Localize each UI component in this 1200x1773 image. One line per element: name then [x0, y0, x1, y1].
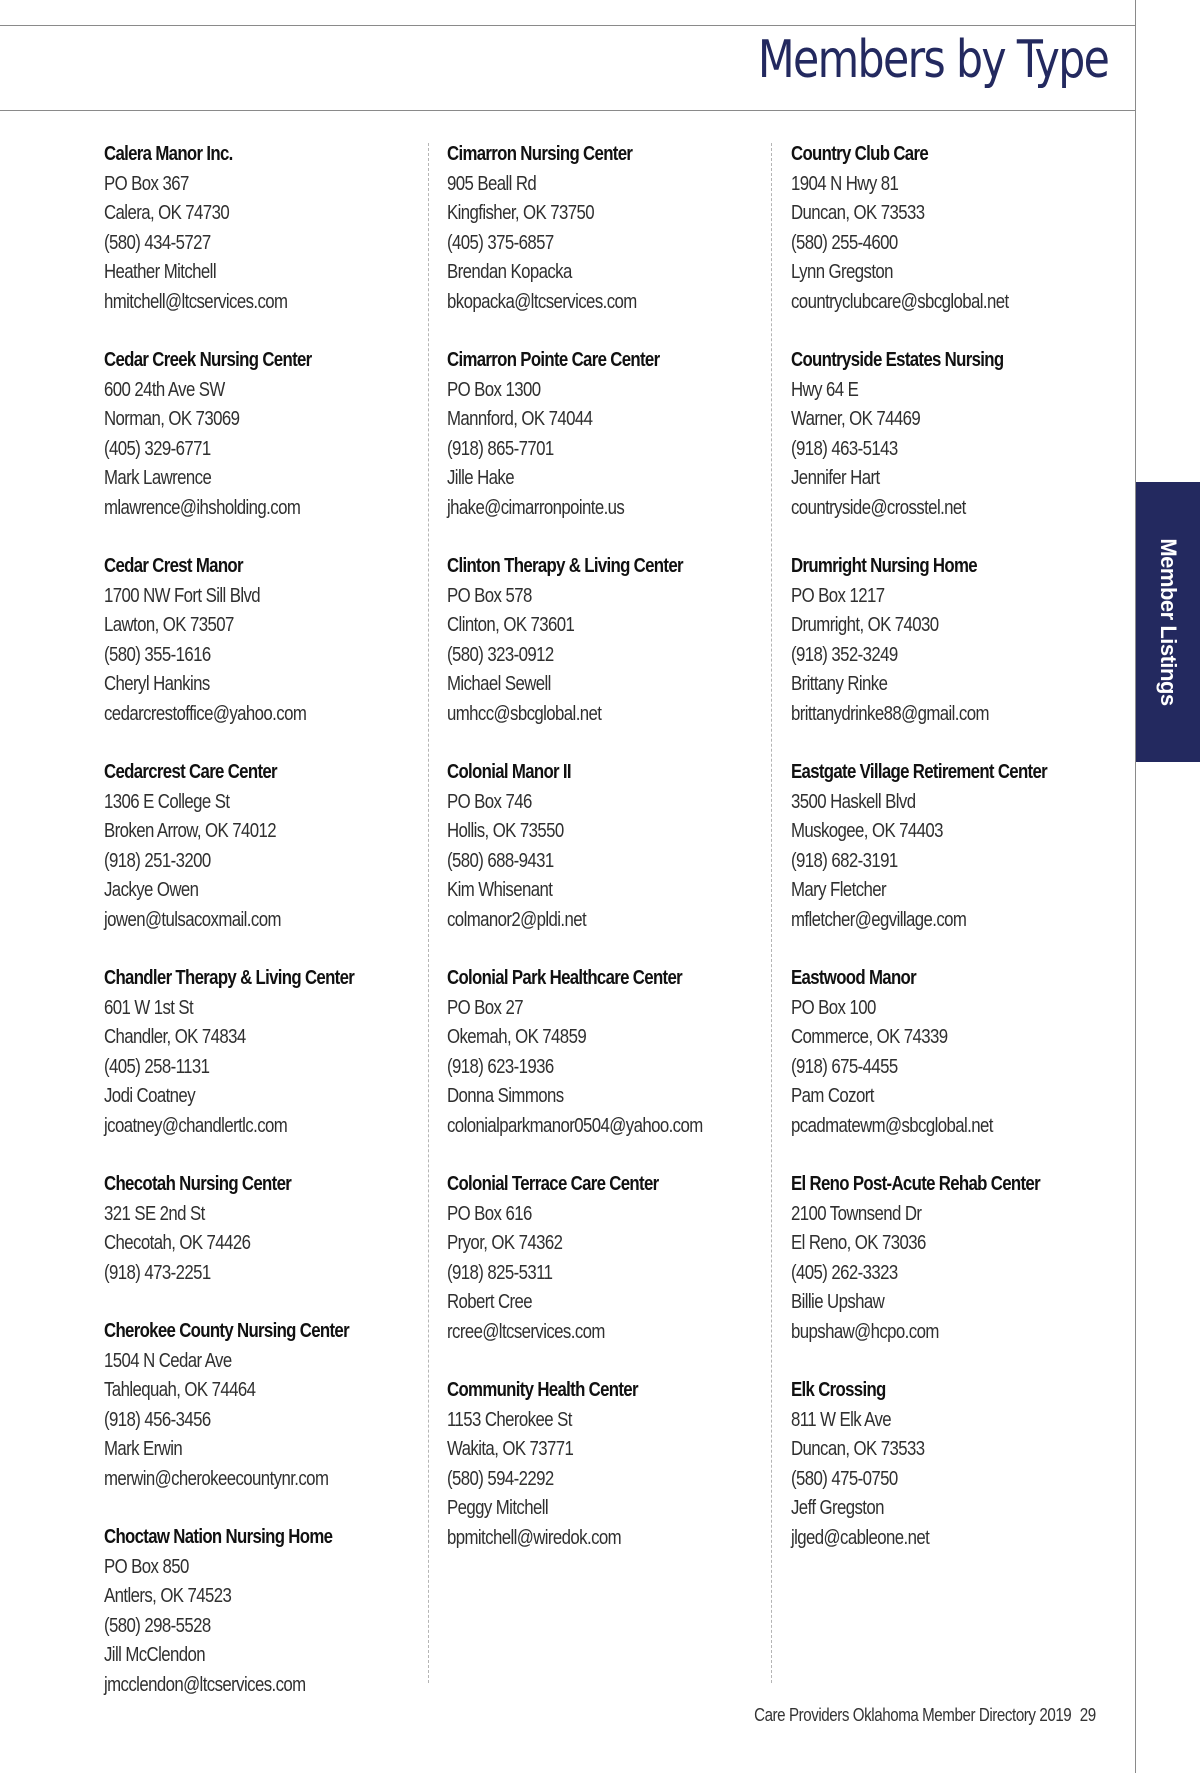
member-name: Chandler Therapy & Living Center — [104, 967, 355, 989]
member-city: Calera, OK 74730 — [104, 202, 230, 224]
member-contact: Jackye Owen — [104, 879, 199, 901]
member-email[interactable]: pcadmatewm@sbcglobal.net — [791, 1114, 993, 1137]
member-entry — [104, 1523, 424, 1700]
member-contact: Kim Whisenant — [447, 879, 553, 901]
member-column-1 — [104, 140, 424, 1729]
member-city: Warner, OK 74469 — [791, 408, 921, 430]
member-city: Tahlequah, OK 74464 — [104, 1379, 256, 1401]
member-name: Checotah Nursing Center — [104, 1173, 292, 1195]
member-email[interactable]: mfletcher@egvillage.com — [791, 908, 967, 931]
member-email[interactable]: brittanydrinke88@gmail.com — [791, 702, 989, 725]
member-city: Drumright, OK 74030 — [791, 614, 939, 636]
member-contact: Lynn Gregston — [791, 261, 893, 283]
member-entry — [791, 964, 1111, 1141]
member-name: Cedar Creek Nursing Center — [104, 349, 312, 371]
member-name: Cimarron Pointe Care Center — [447, 349, 660, 371]
member-name: Cimarron Nursing Center — [447, 143, 633, 165]
member-phone: (918) 251-3200 — [104, 849, 211, 872]
member-contact: Donna Simmons — [447, 1085, 564, 1107]
member-email[interactable]: jhake@cimarronpointe.us — [447, 496, 625, 519]
member-name: Countryside Estates Nursing — [791, 349, 1004, 371]
member-contact: Robert Cree — [447, 1291, 533, 1313]
member-phone: (580) 255-4600 — [791, 231, 898, 254]
member-email[interactable]: jcoatney@chandlertlc.com — [104, 1114, 288, 1137]
member-entry — [791, 140, 1111, 317]
member-email[interactable]: umhcc@sbcglobal.net — [447, 702, 602, 725]
member-contact: Peggy Mitchell — [447, 1497, 549, 1519]
member-contact: Jodi Coatney — [104, 1085, 196, 1107]
member-address: PO Box 850 — [104, 1555, 189, 1578]
member-name: Elk Crossing — [791, 1379, 886, 1401]
member-name: Clinton Therapy & Living Center — [447, 555, 683, 577]
member-address: PO Box 1300 — [447, 378, 541, 401]
member-email[interactable]: merwin@cherokeecountynr.com — [104, 1467, 329, 1490]
member-contact: Pam Cozort — [791, 1085, 874, 1107]
side-tab-label: Member Listings — [1156, 538, 1181, 706]
member-phone: (580) 688-9431 — [447, 849, 554, 872]
member-address: 2100 Townsend Dr — [791, 1202, 922, 1225]
member-contact: Billie Upshaw — [791, 1291, 885, 1313]
member-address: PO Box 27 — [447, 996, 523, 1019]
member-column-2 — [447, 140, 767, 1582]
member-contact: Jeff Gregston — [791, 1497, 884, 1519]
member-address: PO Box 1217 — [791, 584, 885, 607]
member-name: Community Health Center — [447, 1379, 638, 1401]
member-entry — [447, 346, 767, 523]
member-entry — [104, 758, 424, 935]
member-city: Clinton, OK 73601 — [447, 614, 575, 636]
member-phone: (580) 475-0750 — [791, 1467, 898, 1490]
member-phone: (580) 323-0912 — [447, 643, 554, 666]
member-phone: (918) 865-7701 — [447, 437, 554, 460]
member-phone: (918) 473-2251 — [104, 1261, 211, 1284]
member-email[interactable]: mlawrence@ihsholding.com — [104, 496, 301, 519]
member-address: Hwy 64 E — [791, 378, 859, 401]
member-address: 1904 N Hwy 81 — [791, 172, 899, 195]
member-address: PO Box 578 — [447, 584, 532, 607]
member-name: Colonial Manor II — [447, 761, 571, 783]
member-phone: (580) 594-2292 — [447, 1467, 554, 1490]
member-entry — [447, 1170, 767, 1347]
member-city: Mannford, OK 74044 — [447, 408, 593, 430]
member-phone: (580) 298-5528 — [104, 1614, 211, 1637]
member-entry — [791, 1376, 1111, 1553]
member-phone: (918) 463-5143 — [791, 437, 898, 460]
member-entry — [104, 140, 424, 317]
member-entry — [104, 552, 424, 729]
member-name: Cherokee County Nursing Center — [104, 1320, 349, 1342]
member-city: El Reno, OK 73036 — [791, 1232, 926, 1254]
member-contact: Cheryl Hankins — [104, 673, 210, 695]
member-address: PO Box 616 — [447, 1202, 532, 1225]
member-address: 3500 Haskell Blvd — [791, 790, 916, 813]
member-city: Okemah, OK 74859 — [447, 1026, 587, 1048]
member-contact: Heather Mitchell — [104, 261, 216, 283]
member-phone: (918) 456-3456 — [104, 1408, 211, 1431]
member-phone: (580) 355-1616 — [104, 643, 211, 666]
member-name: El Reno Post-Acute Rehab Center — [791, 1173, 1040, 1195]
header-rule — [0, 110, 1136, 111]
member-phone: (918) 825-5311 — [447, 1261, 553, 1284]
member-address: 321 SE 2nd St — [104, 1202, 205, 1225]
member-email[interactable]: jlged@cableone.net — [791, 1526, 930, 1549]
page-number: 29 — [1080, 1705, 1096, 1725]
member-address: 1306 E College St — [104, 790, 230, 813]
right-margin-rule — [1135, 0, 1136, 1773]
member-entry — [447, 964, 767, 1141]
member-entry — [791, 758, 1111, 935]
member-email[interactable]: jowen@tulsacoxmail.com — [104, 908, 281, 931]
member-phone: (405) 375-6857 — [447, 231, 554, 254]
member-entry — [104, 346, 424, 523]
member-address: PO Box 746 — [447, 790, 532, 813]
member-phone: (918) 682-3191 — [791, 849, 898, 872]
page-footer — [0, 1705, 1096, 1726]
member-city: Duncan, OK 73533 — [791, 1438, 925, 1460]
member-address: 1504 N Cedar Ave — [104, 1349, 232, 1372]
column-divider — [428, 143, 429, 1683]
member-phone: (918) 352-3249 — [791, 643, 898, 666]
member-city: Chandler, OK 74834 — [104, 1026, 246, 1048]
member-address: 1700 NW Fort Sill Blvd — [104, 584, 261, 607]
member-city: Norman, OK 73069 — [104, 408, 240, 430]
member-email[interactable]: bpmitchell@wiredok.com — [447, 1526, 622, 1549]
member-entry — [791, 346, 1111, 523]
member-address: PO Box 367 — [104, 172, 189, 195]
member-phone: (405) 329-6771 — [104, 437, 211, 460]
member-email[interactable]: colmanor2@pldi.net — [447, 908, 587, 931]
member-address: 905 Beall Rd — [447, 172, 537, 195]
member-email[interactable]: bupshaw@hcpo.com — [791, 1320, 939, 1343]
member-column-3 — [791, 140, 1111, 1582]
member-name: Drumright Nursing Home — [791, 555, 977, 577]
member-phone: (580) 434-5727 — [104, 231, 211, 254]
member-contact: Jennifer Hart — [791, 467, 880, 489]
member-name: Colonial Terrace Care Center — [447, 1173, 659, 1195]
member-name: Calera Manor Inc. — [104, 143, 233, 165]
member-city: Checotah, OK 74426 — [104, 1232, 251, 1254]
member-contact: Mary Fletcher — [791, 879, 887, 901]
page-title: Members by Type — [757, 30, 1108, 90]
member-email[interactable]: countryside@crosstel.net — [791, 496, 966, 519]
member-city: Muskogee, OK 74403 — [791, 820, 943, 842]
member-email[interactable]: jmcclendon@ltcservices.com — [104, 1673, 306, 1696]
member-contact: Mark Erwin — [104, 1438, 183, 1460]
member-address: 811 W Elk Ave — [791, 1408, 892, 1431]
member-name: Colonial Park Healthcare Center — [447, 967, 683, 989]
member-entry — [791, 552, 1111, 729]
footer-publication: Care Providers Oklahoma Member Directory 2019 — [754, 1705, 1072, 1725]
member-name: Choctaw Nation Nursing Home — [104, 1526, 333, 1548]
member-city: Lawton, OK 73507 — [104, 614, 234, 636]
member-contact: Brittany Rinke — [791, 673, 888, 695]
member-email[interactable]: hmitchell@ltcservices.com — [104, 290, 288, 313]
member-phone: (918) 623-1936 — [447, 1055, 554, 1078]
member-city: Broken Arrow, OK 74012 — [104, 820, 276, 842]
member-entry — [104, 1317, 424, 1494]
member-phone: (918) 675-4455 — [791, 1055, 898, 1078]
member-city: Duncan, OK 73533 — [791, 202, 925, 224]
member-contact: Jill McClendon — [104, 1644, 206, 1666]
member-city: Wakita, OK 73771 — [447, 1438, 574, 1460]
member-name: Country Club Care — [791, 143, 928, 165]
member-city: Antlers, OK 74523 — [104, 1585, 232, 1607]
member-contact: Mark Lawrence — [104, 467, 212, 489]
member-phone: (405) 262-3323 — [791, 1261, 898, 1284]
member-contact: Michael Sewell — [447, 673, 551, 695]
member-email[interactable]: bkopacka@ltcservices.com — [447, 290, 637, 313]
member-phone: (405) 258-1131 — [104, 1055, 210, 1078]
column-divider — [771, 143, 772, 1683]
top-rule — [0, 25, 1136, 26]
member-city: Kingfisher, OK 73750 — [447, 202, 595, 224]
member-address: 601 W 1st St — [104, 996, 194, 1019]
member-entry — [447, 758, 767, 935]
member-entry — [104, 964, 424, 1141]
member-name: Cedar Crest Manor — [104, 555, 243, 577]
member-entry — [104, 1170, 424, 1288]
side-tab[interactable] — [1136, 482, 1200, 762]
member-entry — [791, 1170, 1111, 1347]
member-email[interactable]: colonialparkmanor0504@yahoo.com — [447, 1114, 703, 1137]
member-address: 600 24th Ave SW — [104, 378, 225, 401]
member-entry — [447, 1376, 767, 1553]
member-contact: Brendan Kopacka — [447, 261, 572, 283]
member-email[interactable]: rcree@ltcservices.com — [447, 1320, 605, 1343]
member-entry — [447, 552, 767, 729]
member-city: Hollis, OK 73550 — [447, 820, 564, 842]
member-name: Eastwood Manor — [791, 967, 917, 989]
member-city: Pryor, OK 74362 — [447, 1232, 563, 1254]
member-address: PO Box 100 — [791, 996, 876, 1019]
member-name: Cedarcrest Care Center — [104, 761, 277, 783]
member-email[interactable]: cedarcrestoffice@yahoo.com — [104, 702, 307, 725]
member-address: 1153 Cherokee St — [447, 1408, 572, 1431]
member-city: Commerce, OK 74339 — [791, 1026, 948, 1048]
member-email[interactable]: countryclubcare@sbcglobal.net — [791, 290, 1009, 313]
member-entry — [447, 140, 767, 317]
member-name: Eastgate Village Retirement Center — [791, 761, 1048, 783]
member-contact: Jille Hake — [447, 467, 514, 489]
